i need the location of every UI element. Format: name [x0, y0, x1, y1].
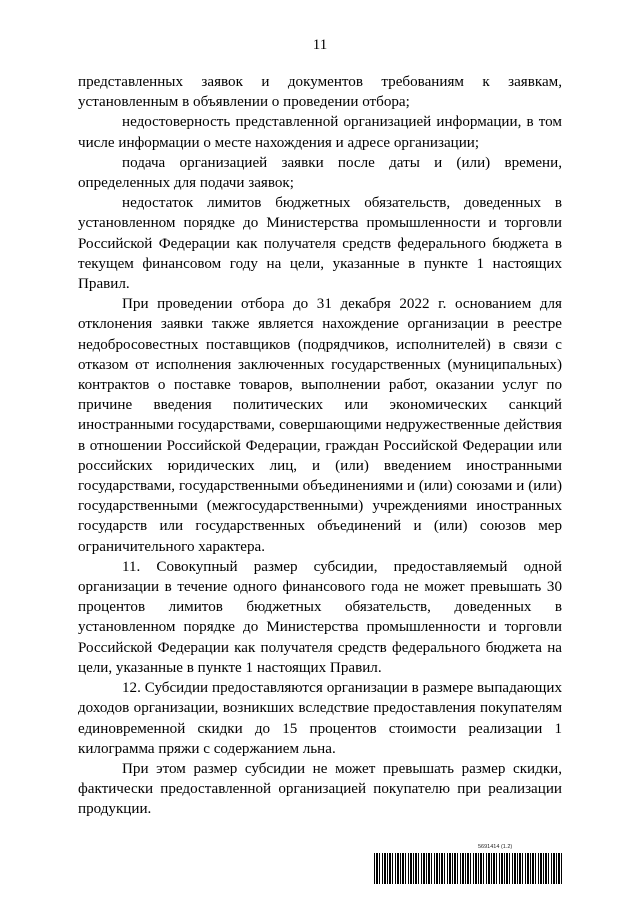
document-body [78, 72, 562, 820]
paragraph-continuation: представленных заявок и документов требованиям к заявкам, установленным в объявлении о проведении отбора; [78, 74, 562, 111]
paragraph-budget-shortage: недостаток лимитов бюджетных обязательств, доведенных в установленном порядке до Министерства промышленности и торговли Российской Федерации как получателя средств федерального бюджета в текущем финансовом году на цели, указанные в пункте 1 настоящих Правил. [78, 195, 562, 293]
barcode [374, 853, 562, 884]
paragraph-item-12: 12. Субсидии предоставляются организации в размере выпадающих доходов организации, возникших вследствие предоставления покупателям единовременной скидки до 15 процентов стоимости реализации 1 килограмма пряжи с содержанием льна. [78, 680, 562, 757]
document-code: 5691414 (1.2) [478, 844, 513, 850]
paragraph-subsidy-limit: При этом размер субсидии не может превышать размер скидки, фактически предоставленной организацией покупателю при реализации продукции. [78, 760, 562, 818]
paragraph-late-submission: подача организацией заявки после даты и (или) времени, определенных для подачи заявок; [78, 154, 562, 192]
page-number: 11 [312, 37, 328, 53]
paragraph-unreliable-info: недостоверность представленной организацией информации, в том числе информации о месте нахождения и адресе организации; [78, 114, 562, 151]
paragraph-sanctions-reason: При проведении отбора до 31 декабря 2022 г. основанием для отклонения заявки также является нахождение организации в реестре недобросовестных поставщиков (подрядчиков, исполнителей) в связи с отказом от исполнения заключенных государственных (муниципальных) контрактов о поставке товаров, выполнении работ, оказании услуг по причине введения политических или экономических санкций иностранными государствами, совершающими недружественные действия в отношении Российской Федерации, граждан Российской Федерации или российских юридических лиц, и (или) введением иностранными государствами, государственными объединениями и (или) союзами и (или) государственными (межгосударственными) учреждениями иностранных государств или государственных объединений и (или) союзов мер ограничительного характера. [78, 296, 562, 555]
paragraph-item-11: 11. Совокупный размер субсидии, предоставляемый одной организации в течение одного финансового года не может превышать 30 процентов лимитов бюджетных обязательств, доведенных в установленном порядке до Министерства промышленности и торговли Российской Федерации как получателя средств федерального бюджета на цели, указанные в пункте 1 настоящих Правил. [78, 558, 562, 676]
